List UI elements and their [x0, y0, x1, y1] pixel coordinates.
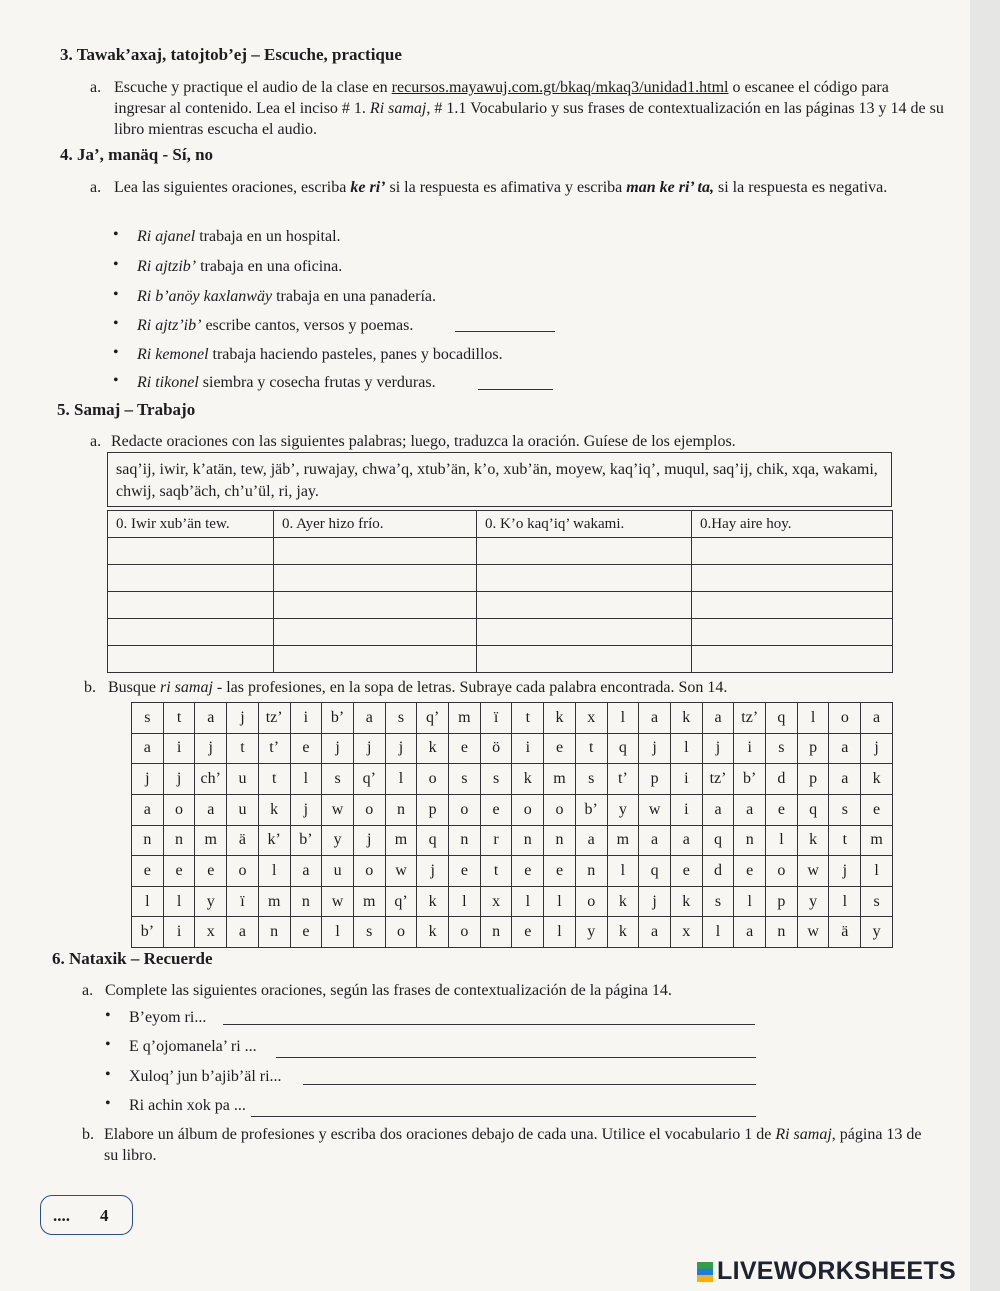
grid-cell[interactable]: b’ [734, 764, 766, 795]
grid-cell[interactable]: n [385, 794, 417, 825]
grid-cell[interactable]: j [829, 856, 861, 887]
grid-cell[interactable]: a [195, 703, 227, 734]
grid-cell[interactable]: n [575, 856, 607, 887]
grid-cell[interactable]: w [385, 856, 417, 887]
grid-cell[interactable]: q [797, 794, 829, 825]
bullet: • [113, 344, 119, 361]
grid-cell[interactable]: y [607, 794, 639, 825]
grid-cell[interactable]: a [829, 733, 861, 764]
grid-cell[interactable]: i [734, 733, 766, 764]
grid-cell[interactable]: k [670, 703, 702, 734]
sentence-table [107, 510, 893, 673]
grid-cell[interactable]: ä [829, 917, 861, 948]
grid-cell[interactable]: s [449, 764, 481, 795]
grid-row [132, 825, 893, 856]
grid-cell[interactable]: j [639, 886, 671, 917]
grid-cell[interactable]: s [322, 764, 354, 795]
grid-cell[interactable]: a [734, 917, 766, 948]
grid-cell[interactable]: e [670, 856, 702, 887]
completion-4-prompt: Ri achin xok pa ... [129, 1097, 246, 1114]
grid-cell[interactable]: tz’ [734, 703, 766, 734]
grid-cell[interactable]: ä [227, 825, 259, 856]
grid-cell[interactable]: p [766, 886, 798, 917]
table-cell[interactable] [477, 619, 692, 646]
table-cell[interactable] [692, 619, 893, 646]
grid-cell[interactable]: y [861, 917, 893, 948]
grid-cell[interactable]: e [449, 733, 481, 764]
grid-cell[interactable]: ch’ [195, 764, 227, 795]
grid-cell[interactable]: l [132, 886, 164, 917]
grid-cell[interactable]: t [829, 825, 861, 856]
grid-cell[interactable]: u [227, 794, 259, 825]
statement-3: Ri b’anöy kaxlanwäy trabaja en una panadería. [137, 288, 436, 305]
table-cell[interactable] [274, 538, 477, 565]
grid-cell[interactable]: x [670, 917, 702, 948]
grid-cell[interactable]: ï [227, 886, 259, 917]
bullet: • [113, 286, 119, 303]
grid-cell[interactable]: l [607, 703, 639, 734]
grid-cell[interactable]: w [797, 856, 829, 887]
example-spanish-2: 0.Hay aire hoy. [692, 511, 893, 538]
grid-cell[interactable]: j [353, 825, 385, 856]
grid-cell[interactable]: a [195, 794, 227, 825]
statement-2: Ri ajtzib’ trabaja en una oficina. [137, 258, 343, 275]
completion-2-prompt: E q’ojomanela’ ri ... [129, 1038, 257, 1055]
grid-cell[interactable]: b’ [290, 825, 322, 856]
grid-cell[interactable]: q’ [385, 886, 417, 917]
grid-cell[interactable]: k’ [258, 825, 290, 856]
grid-cell[interactable]: m [544, 764, 576, 795]
grid-cell[interactable]: k [607, 886, 639, 917]
grid-cell[interactable]: ö [480, 733, 512, 764]
grid-cell[interactable]: j [385, 733, 417, 764]
grid-cell[interactable]: s [702, 886, 734, 917]
grid-cell[interactable]: m [258, 886, 290, 917]
grid-cell[interactable]: m [449, 703, 481, 734]
grid-cell[interactable]: k [797, 825, 829, 856]
liveworksheets-logo-icon [697, 1262, 713, 1282]
bullet: • [105, 1036, 111, 1053]
grid-cell[interactable]: a [861, 703, 893, 734]
table-cell[interactable] [274, 592, 477, 619]
grid-cell[interactable]: e [132, 856, 164, 887]
grid-cell[interactable]: e [512, 917, 544, 948]
grid-cell[interactable]: b’ [132, 917, 164, 948]
grid-cell[interactable]: m [385, 825, 417, 856]
grid-cell[interactable]: q [639, 856, 671, 887]
grid-cell[interactable]: x [480, 886, 512, 917]
grid-cell[interactable]: e [734, 856, 766, 887]
grid-cell[interactable]: a [290, 856, 322, 887]
example-kaqchikel-1: 0. Iwir xub’än tew. [108, 511, 274, 538]
statement-4: Ri ajtz’ib’ escribe cantos, versos y poemas. [137, 317, 414, 334]
table-cell[interactable] [477, 565, 692, 592]
grid-cell[interactable]: q [607, 733, 639, 764]
answer-6-field[interactable] [478, 389, 553, 390]
grid-cell[interactable]: i [512, 733, 544, 764]
table-row [108, 511, 893, 538]
grid-cell[interactable]: l [702, 917, 734, 948]
grid-cell[interactable]: k [417, 886, 449, 917]
scan-edge [970, 0, 1000, 1291]
grid-cell[interactable]: t [227, 733, 259, 764]
grid-cell[interactable]: o [512, 794, 544, 825]
section-4a-marker: a. [90, 179, 102, 196]
grid-cell[interactable]: e [480, 794, 512, 825]
grid-cell[interactable]: w [322, 794, 354, 825]
table-cell[interactable] [477, 592, 692, 619]
grid-cell[interactable]: j [639, 733, 671, 764]
grid-cell[interactable]: a [639, 703, 671, 734]
grid-cell[interactable]: m [353, 886, 385, 917]
grid-cell[interactable]: k [258, 794, 290, 825]
grid-cell[interactable]: o [449, 794, 481, 825]
table-cell[interactable] [108, 592, 274, 619]
grid-cell[interactable]: ï [480, 703, 512, 734]
word-bank: saq’ij, iwir, k’atän, tew, jäb’, ruwajay, chwa’q, xtub’än, k’o, xub’än, moyew, kaq’iq’, muqul, saq’ij, chik, xqa, wakami, chwij, saqb’äch, ch’u’ül, ri, jay. [107, 452, 892, 507]
grid-cell[interactable]: p [639, 764, 671, 795]
grid-cell[interactable]: l [290, 764, 322, 795]
bullet: • [113, 315, 119, 332]
audio-link[interactable]: recursos.mayawuj.com.gt/bkaq/mkaq3/unidad1.html [391, 79, 729, 96]
grid-cell[interactable]: e [861, 794, 893, 825]
grid-cell[interactable]: i [670, 794, 702, 825]
table-cell[interactable] [692, 646, 893, 673]
completion-4-field[interactable] [251, 1116, 756, 1117]
grid-cell[interactable]: w [322, 886, 354, 917]
completion-2-field[interactable] [276, 1057, 756, 1058]
grid-cell[interactable]: b’ [575, 794, 607, 825]
grid-cell[interactable]: m [195, 825, 227, 856]
grid-cell[interactable]: b’ [322, 703, 354, 734]
grid-cell[interactable]: l [670, 733, 702, 764]
table-cell[interactable] [692, 592, 893, 619]
table-row[interactable] [108, 646, 893, 673]
grid-cell[interactable]: t [258, 764, 290, 795]
grid-cell[interactable]: a [227, 917, 259, 948]
grid-cell[interactable]: m [607, 825, 639, 856]
grid-cell[interactable]: a [132, 794, 164, 825]
grid-cell[interactable]: l [512, 886, 544, 917]
section-5-heading: 5. Samaj – Trabajo [57, 400, 196, 419]
answer-4-field[interactable] [455, 331, 555, 332]
grid-cell[interactable]: a [639, 825, 671, 856]
grid-cell[interactable]: k [607, 917, 639, 948]
table-cell[interactable] [108, 619, 274, 646]
section-5b-text: Busque ri samaj - las profesiones, en la sopa de letras. Subraye cada palabra encontrada. Son 14. [108, 679, 728, 696]
grid-cell[interactable]: n [258, 917, 290, 948]
grid-row [132, 764, 893, 795]
grid-cell[interactable]: j [290, 794, 322, 825]
grid-cell[interactable]: s [766, 733, 798, 764]
section-4a-text: Lea las siguientes oraciones, escriba ke ri’ si la respuesta es afimativa y escriba man ke ri’ ta, si la respuesta es negativa. [114, 179, 888, 196]
grid-cell[interactable]: i [670, 764, 702, 795]
grid-cell[interactable]: y [322, 825, 354, 856]
page-number: 4 [100, 1206, 109, 1225]
example-kaqchikel-2: 0. K’o kaq’iq’ wakami. [477, 511, 692, 538]
grid-cell[interactable]: n [290, 886, 322, 917]
grid-cell[interactable]: y [195, 886, 227, 917]
answer-3-field[interactable] [480, 298, 484, 315]
statement-1: Ri ajanel trabaja en un hospital. [137, 228, 341, 245]
section-6a-marker: a. [82, 982, 94, 999]
grid-cell[interactable]: o [449, 917, 481, 948]
grid-cell[interactable]: q [702, 825, 734, 856]
grid-cell[interactable]: l [861, 856, 893, 887]
grid-cell[interactable]: n [132, 825, 164, 856]
grid-cell[interactable]: l [163, 886, 195, 917]
grid-cell[interactable]: w [639, 794, 671, 825]
grid-cell[interactable]: o [163, 794, 195, 825]
grid-cell[interactable]: k [417, 917, 449, 948]
completion-3-prompt: Xuloq’ jun b’ajib’äl ri... [129, 1068, 282, 1085]
grid-cell[interactable]: n [734, 825, 766, 856]
section-5a-text: Redacte oraciones con las siguientes palabras; luego, traduzca la oración. Guíese de los ejemplos. [111, 433, 736, 450]
table-cell[interactable] [477, 538, 692, 565]
grid-row [132, 794, 893, 825]
bullet: • [105, 1095, 111, 1112]
grid-cell[interactable]: e [163, 856, 195, 887]
grid-cell[interactable]: o [353, 794, 385, 825]
grid-cell[interactable]: s [575, 764, 607, 795]
grid-cell[interactable]: d [702, 856, 734, 887]
statement-5: Ri kemonel trabaja haciendo pasteles, panes y bocadillos. [137, 346, 503, 363]
grid-cell[interactable]: l [544, 886, 576, 917]
bullet: • [113, 256, 119, 273]
bullet: • [113, 372, 119, 389]
grid-cell[interactable]: j [132, 764, 164, 795]
grid-cell[interactable]: e [512, 856, 544, 887]
grid-cell[interactable]: l [258, 856, 290, 887]
grid-cell[interactable]: p [417, 794, 449, 825]
grid-cell[interactable]: s [353, 917, 385, 948]
grid-cell[interactable]: l [322, 917, 354, 948]
grid-cell[interactable]: q [417, 825, 449, 856]
grid-cell[interactable]: t [480, 856, 512, 887]
completion-1-field[interactable] [223, 1024, 755, 1025]
grid-cell[interactable]: a [734, 794, 766, 825]
section-5a-marker: a. [90, 433, 102, 450]
table-row[interactable] [108, 592, 893, 619]
bullet: • [105, 1066, 111, 1083]
grid-cell[interactable]: s [480, 764, 512, 795]
table-cell[interactable] [108, 565, 274, 592]
grid-cell[interactable]: i [163, 733, 195, 764]
table-cell[interactable] [692, 538, 893, 565]
grid-cell[interactable]: p [797, 733, 829, 764]
grid-cell[interactable]: k [861, 764, 893, 795]
grid-cell[interactable]: o [829, 703, 861, 734]
grid-cell[interactable]: n [163, 825, 195, 856]
section-6-heading: 6. Nataxik – Recuerde [52, 949, 213, 968]
example-spanish-1: 0. Ayer hizo frío. [274, 511, 477, 538]
grid-cell[interactable]: a [353, 703, 385, 734]
answer-1-field[interactable] [372, 238, 376, 255]
grid-cell[interactable]: j [322, 733, 354, 764]
grid-cell[interactable]: j [227, 703, 259, 734]
grid-cell[interactable]: l [449, 886, 481, 917]
grid-cell[interactable]: q’ [353, 764, 385, 795]
grid-cell[interactable]: a [670, 825, 702, 856]
grid-cell[interactable]: a [575, 825, 607, 856]
grid-cell[interactable]: y [575, 917, 607, 948]
grid-cell[interactable]: o [766, 856, 798, 887]
grid-cell[interactable]: j [195, 733, 227, 764]
grid-cell[interactable]: a [829, 764, 861, 795]
grid-cell[interactable]: l [385, 764, 417, 795]
grid-cell[interactable]: e [449, 856, 481, 887]
grid-cell[interactable]: o [575, 886, 607, 917]
section-3a-text: Escuche y practique el audio de la clase en recursos.mayawuj.com.gt/bkaq/mkaq3/unidad1.html o escanee el código para ingresar al contenido. Lea el inciso # 1. Ri samaj, # 1.1 Vocabulario y sus frases de contextualización en las páginas 13 y 14 de su libro mientras escucha el audio. [114, 79, 944, 138]
grid-cell[interactable]: a [702, 703, 734, 734]
table-cell[interactable] [692, 565, 893, 592]
table-row[interactable] [108, 565, 893, 592]
grid-row [132, 703, 893, 734]
grid-cell[interactable]: o [353, 856, 385, 887]
grid-cell[interactable]: l [766, 825, 798, 856]
liveworksheets-logo: LIVEWORKSHEETS [697, 1257, 956, 1286]
grid-row [132, 917, 893, 948]
grid-cell[interactable]: e [290, 917, 322, 948]
table-cell[interactable] [477, 646, 692, 673]
word-search-grid[interactable] [131, 702, 893, 948]
grid-cell[interactable]: tz’ [258, 703, 290, 734]
section-6b-marker: b. [82, 1126, 94, 1143]
grid-cell[interactable]: x [195, 917, 227, 948]
grid-cell[interactable]: r [480, 825, 512, 856]
grid-cell[interactable]: j [861, 733, 893, 764]
completion-3-field[interactable] [303, 1084, 756, 1085]
grid-cell[interactable]: s [385, 703, 417, 734]
grid-row [132, 856, 893, 887]
grid-cell[interactable]: t’ [258, 733, 290, 764]
grid-cell[interactable]: o [417, 764, 449, 795]
grid-cell[interactable]: n [512, 825, 544, 856]
grid-cell[interactable]: o [385, 917, 417, 948]
grid-cell[interactable]: l [607, 856, 639, 887]
grid-cell[interactable]: t’ [607, 764, 639, 795]
completion-1-prompt: B’eyom ri... [129, 1009, 207, 1026]
grid-cell[interactable]: l [734, 886, 766, 917]
grid-cell[interactable]: k [544, 703, 576, 734]
page-number-badge [40, 1195, 133, 1235]
answer-2-field[interactable] [372, 268, 376, 285]
grid-cell[interactable]: o [227, 856, 259, 887]
statement-6: Ri tikonel siembra y cosecha frutas y verduras. [137, 374, 436, 391]
grid-cell[interactable]: e [544, 856, 576, 887]
section-5b-marker: b. [84, 679, 96, 696]
grid-cell[interactable]: y [797, 886, 829, 917]
grid-cell[interactable]: t [163, 703, 195, 734]
section-6b-text: Elabore un álbum de profesiones y escriba dos oraciones debajo de cada una. Utilice el vocabulario 1 de Ri samaj, página 13 de su libro. [104, 1126, 922, 1164]
grid-cell[interactable]: p [797, 764, 829, 795]
bullet: • [113, 226, 119, 243]
bullet: • [105, 1007, 111, 1024]
grid-cell[interactable]: m [861, 825, 893, 856]
grid-cell[interactable]: t [575, 733, 607, 764]
grid-cell[interactable]: e [290, 733, 322, 764]
grid-cell[interactable]: k [512, 764, 544, 795]
grid-cell[interactable]: w [797, 917, 829, 948]
grid-cell[interactable]: l [544, 917, 576, 948]
grid-cell[interactable]: u [227, 764, 259, 795]
section-4-heading: 4. Ja’, manäq - Sí, no [60, 145, 214, 164]
grid-cell[interactable]: j [163, 764, 195, 795]
grid-cell[interactable]: i [290, 703, 322, 734]
section-3-heading: 3. Tawak’axaj, tatojtob’ej – Escuche, practique [60, 45, 402, 64]
grid-cell[interactable]: q [766, 703, 798, 734]
table-cell[interactable] [108, 646, 274, 673]
grid-cell[interactable]: a [132, 733, 164, 764]
grid-cell[interactable]: s [132, 703, 164, 734]
table-cell[interactable] [108, 538, 274, 565]
grid-cell[interactable]: l [797, 703, 829, 734]
table-cell[interactable] [274, 619, 477, 646]
grid-row [132, 733, 893, 764]
table-row[interactable] [108, 619, 893, 646]
grid-cell[interactable]: n [766, 917, 798, 948]
grid-cell[interactable]: x [575, 703, 607, 734]
grid-cell[interactable]: tz’ [702, 764, 734, 795]
grid-cell[interactable]: a [639, 917, 671, 948]
grid-cell[interactable]: o [544, 794, 576, 825]
grid-cell[interactable]: d [766, 764, 798, 795]
grid-cell[interactable]: j [353, 733, 385, 764]
grid-cell[interactable]: q’ [417, 703, 449, 734]
grid-cell[interactable]: u [322, 856, 354, 887]
table-row[interactable] [108, 538, 893, 565]
grid-cell[interactable]: i [163, 917, 195, 948]
grid-cell[interactable]: s [829, 794, 861, 825]
grid-cell[interactable]: t [512, 703, 544, 734]
grid-cell[interactable]: e [195, 856, 227, 887]
section-6a-text: Complete las siguientes oraciones, según las frases de contextualización de la página 14. [105, 982, 672, 999]
grid-cell[interactable]: a [702, 794, 734, 825]
grid-cell[interactable]: l [829, 886, 861, 917]
table-cell[interactable] [274, 565, 477, 592]
table-cell[interactable] [274, 646, 477, 673]
grid-cell[interactable]: s [861, 886, 893, 917]
grid-cell[interactable]: n [449, 825, 481, 856]
grid-cell[interactable]: k [670, 886, 702, 917]
grid-cell[interactable]: j [702, 733, 734, 764]
answer-5-field[interactable] [560, 356, 564, 373]
grid-cell[interactable]: e [766, 794, 798, 825]
grid-cell[interactable]: n [544, 825, 576, 856]
grid-cell[interactable]: e [544, 733, 576, 764]
grid-cell[interactable]: n [480, 917, 512, 948]
section-3a-marker: a. [90, 79, 102, 96]
grid-cell[interactable]: k [417, 733, 449, 764]
page-dots: .... [53, 1206, 70, 1225]
grid-row [132, 886, 893, 917]
grid-cell[interactable]: j [417, 856, 449, 887]
